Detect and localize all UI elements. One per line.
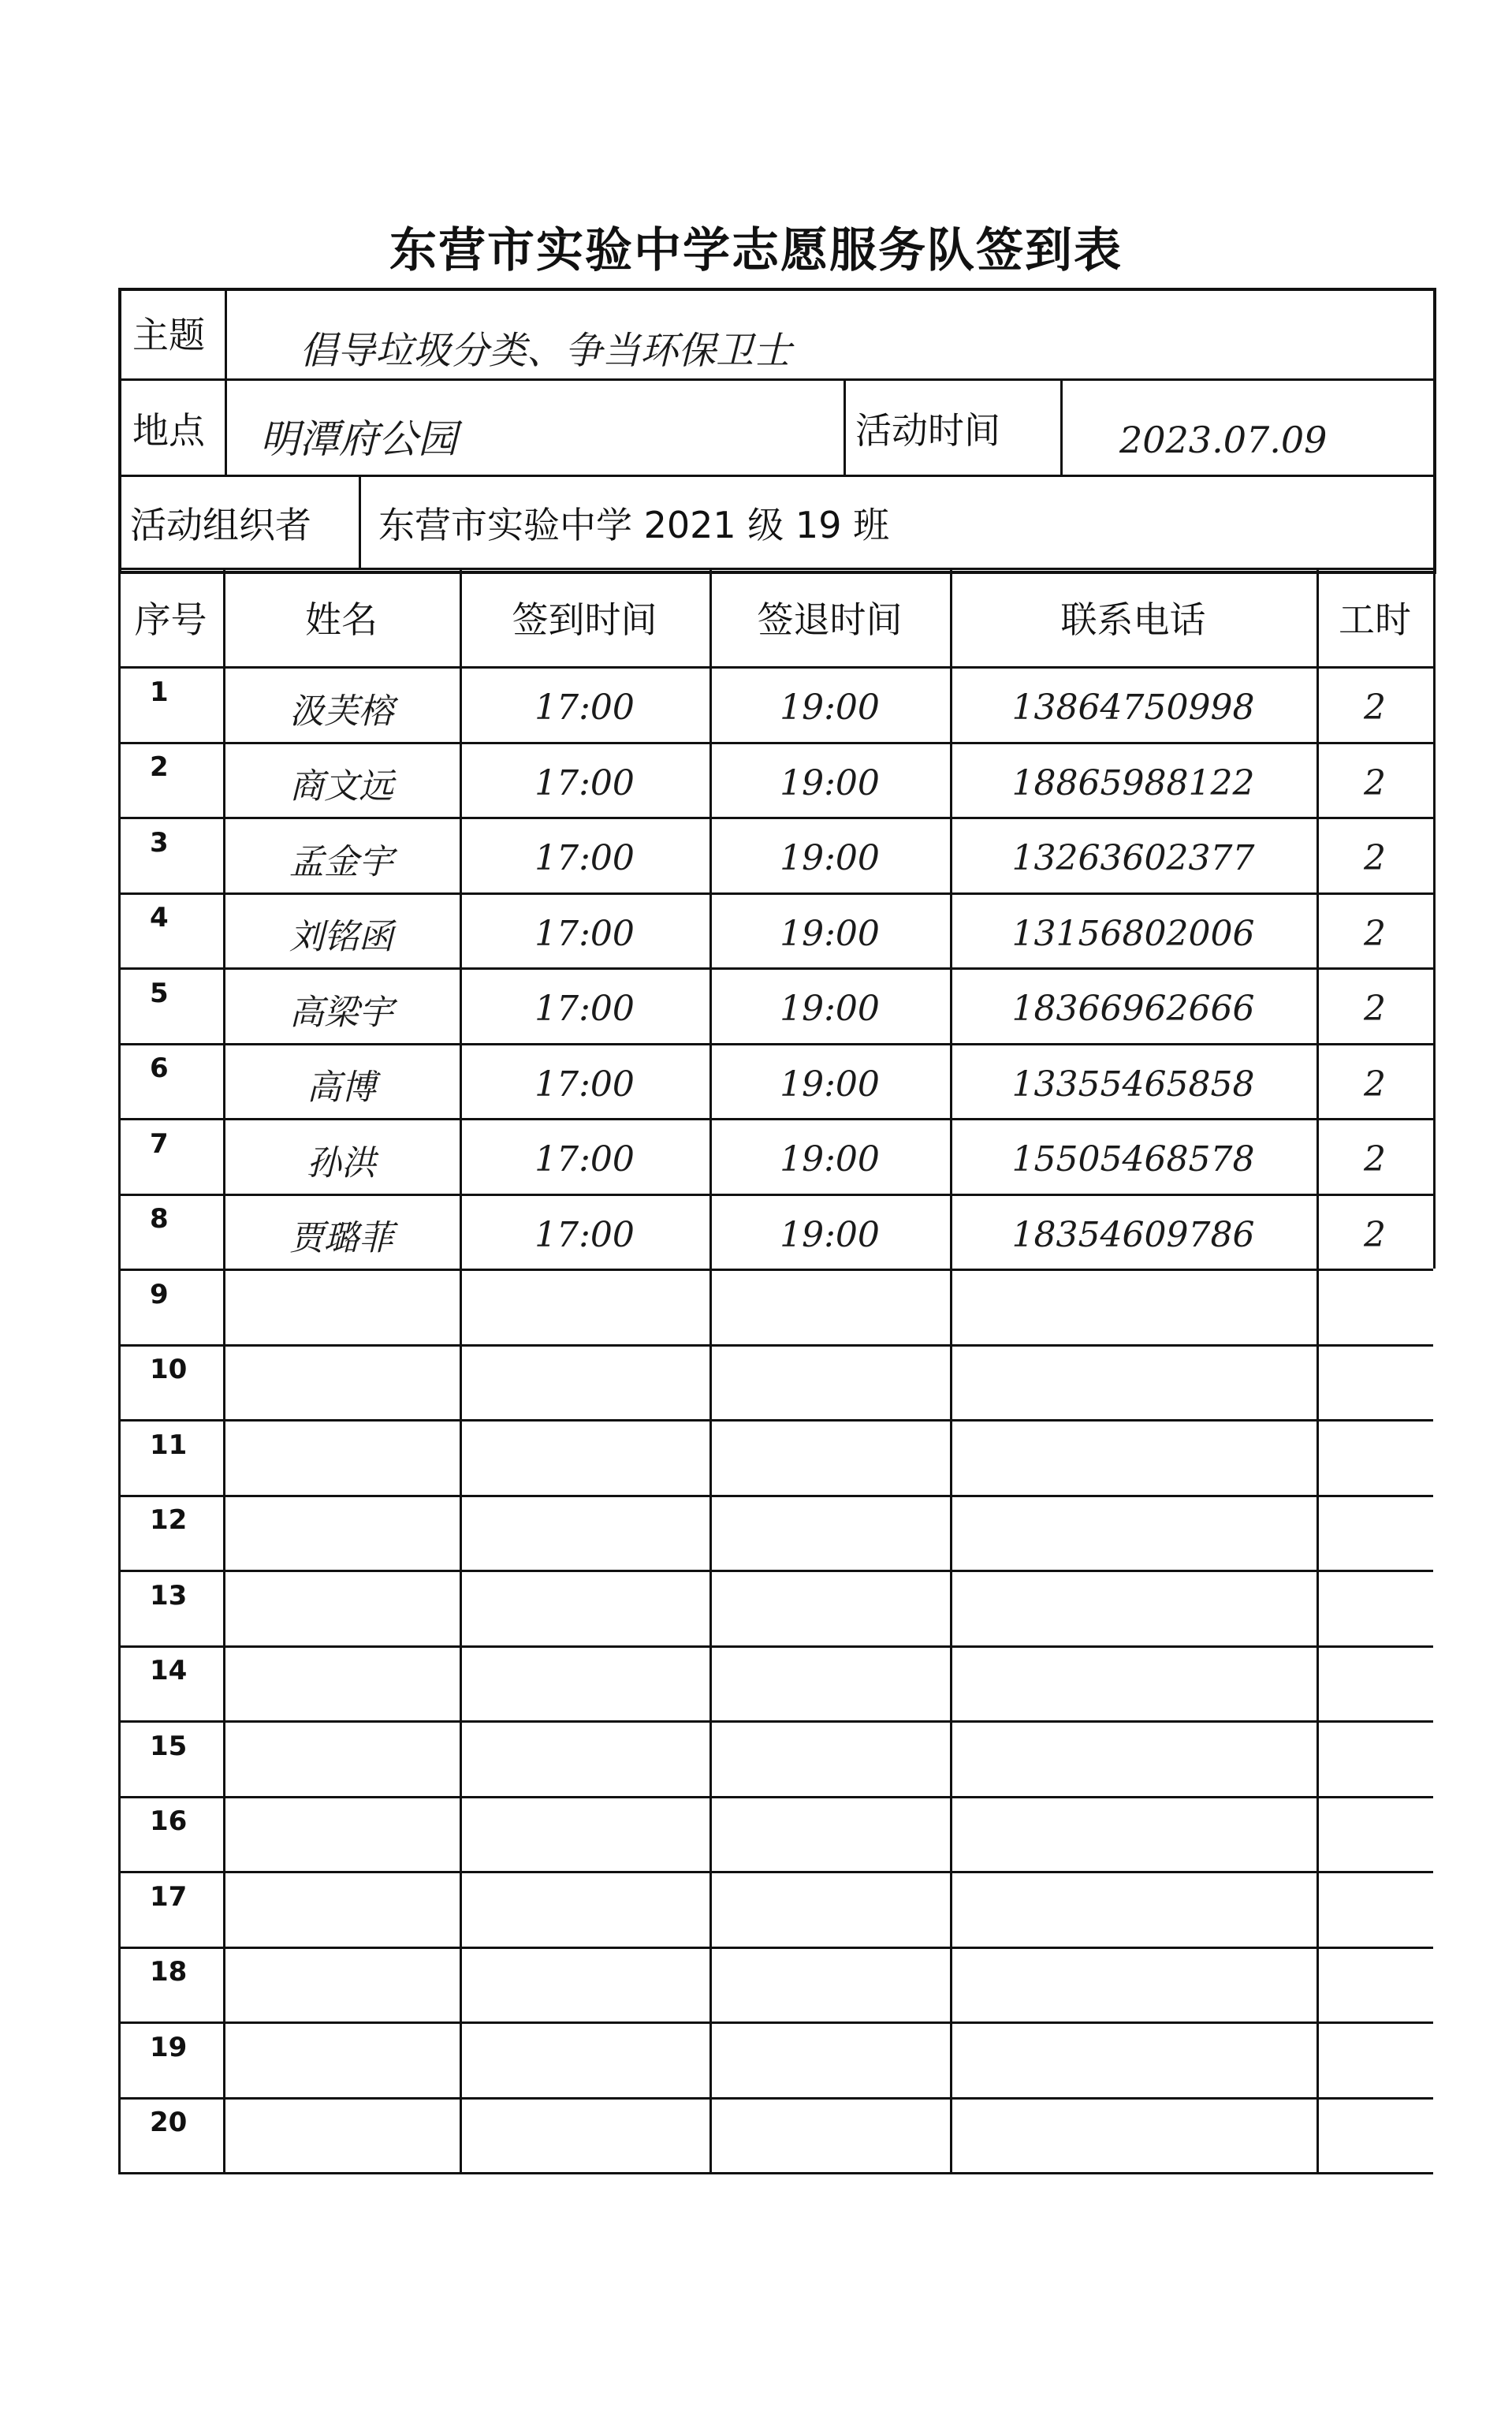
row-divider <box>118 1570 1433 1572</box>
cell-checkin <box>460 1954 709 2022</box>
cell-checkout: 19:00 <box>780 989 880 1030</box>
row-number: 5 <box>150 977 169 1009</box>
row-divider <box>118 1796 1433 1798</box>
cell-checkin <box>460 1427 709 1495</box>
cell-phone <box>950 1503 1316 1571</box>
divider <box>1060 378 1063 477</box>
cell-name <box>223 1578 460 1645</box>
cell-checkin <box>460 1728 709 1796</box>
cell-phone <box>950 1653 1316 1721</box>
theme-label: 主题 <box>132 314 205 356</box>
cell-checkout <box>709 2105 950 2173</box>
cell-hours: 2 <box>1364 687 1386 728</box>
cell-hours <box>1316 1728 1433 1796</box>
row-number: 16 <box>150 1805 188 1838</box>
cell-checkin <box>460 1503 709 1571</box>
cell-hours <box>1316 2105 1433 2173</box>
cell-checkin <box>460 2105 709 2173</box>
cell-name: 汲芙榕 <box>289 691 393 732</box>
row-divider <box>118 1344 1433 1347</box>
cell-hours: 2 <box>1364 1064 1386 1105</box>
row-number: 2 <box>150 751 169 784</box>
cell-name: 贾璐菲 <box>289 1218 393 1259</box>
cell-phone <box>950 1427 1316 1495</box>
row-number: 15 <box>150 1730 188 1762</box>
row-number: 12 <box>150 1504 188 1537</box>
row-number: 7 <box>150 1127 169 1160</box>
row-divider <box>118 1947 1433 1949</box>
cell-phone: 18366962666 <box>1011 989 1255 1030</box>
cell-checkout <box>709 1879 950 1947</box>
time-label: 活动时间 <box>855 408 1000 452</box>
cell-checkin <box>460 1352 709 1420</box>
row-divider <box>118 1118 1433 1120</box>
cell-phone <box>950 1879 1316 1947</box>
cell-phone: 13156802006 <box>1011 913 1255 954</box>
cell-checkout: 19:00 <box>780 1214 880 1255</box>
cell-phone <box>950 1728 1316 1796</box>
cell-hours <box>1316 1879 1433 1947</box>
cell-name: 孙洪 <box>307 1142 376 1183</box>
cell-checkin: 17:00 <box>534 838 635 879</box>
row-divider <box>118 2097 1433 2100</box>
cell-checkin: 17:00 <box>534 687 635 728</box>
row-number: 20 <box>150 2107 188 2139</box>
row-number: 13 <box>150 1579 188 1612</box>
row-number: 17 <box>150 1880 188 1913</box>
cell-phone: 18865988122 <box>1011 762 1255 803</box>
column-header-no: 序号 <box>134 598 207 641</box>
location-value: 明潭府公园 <box>260 415 457 462</box>
organizer-value: 东营市实验中学 2021 级 19 班 <box>378 503 890 546</box>
cell-checkout <box>709 1728 950 1796</box>
cell-hours: 2 <box>1364 838 1386 879</box>
cell-checkout <box>709 1352 950 1420</box>
cell-hours <box>1316 1653 1433 1721</box>
cell-checkout <box>709 1503 950 1571</box>
cell-name <box>223 1728 460 1796</box>
cell-checkout <box>709 1653 950 1721</box>
cell-phone <box>950 2029 1316 2097</box>
cell-hours <box>1316 1578 1433 1645</box>
cell-name <box>223 1352 460 1420</box>
cell-hours <box>1316 1804 1433 1872</box>
cell-checkin: 17:00 <box>534 989 635 1030</box>
cell-name: 商文远 <box>289 766 393 807</box>
cell-checkin: 17:00 <box>534 913 635 954</box>
cell-checkin <box>460 1653 709 1721</box>
cell-name <box>223 1879 460 1947</box>
column-header-phone: 联系电话 <box>1060 598 1206 641</box>
cell-checkin <box>460 1578 709 1645</box>
cell-hours: 2 <box>1364 1139 1386 1180</box>
row-divider <box>118 967 1433 970</box>
divider <box>359 475 361 569</box>
column-header-hours: 工时 <box>1339 598 1411 641</box>
cell-hours: 2 <box>1364 989 1386 1030</box>
cell-name: 刘铭函 <box>289 917 393 958</box>
cell-checkout: 19:00 <box>780 913 880 954</box>
cell-phone: 18354609786 <box>1011 1214 1255 1255</box>
cell-checkout <box>709 1578 950 1645</box>
cell-checkin <box>460 1276 709 1344</box>
cell-checkout: 19:00 <box>780 687 880 728</box>
row-divider <box>118 817 1433 819</box>
row-number: 3 <box>150 826 169 859</box>
cell-checkin: 17:00 <box>534 762 635 803</box>
cell-checkin: 17:00 <box>534 1139 635 1180</box>
row-number: 11 <box>150 1429 188 1461</box>
cell-phone: 13864750998 <box>1011 687 1255 728</box>
cell-phone <box>950 1276 1316 1344</box>
row-number: 4 <box>150 902 169 934</box>
cell-phone <box>950 2105 1316 2173</box>
cell-name: 高博 <box>307 1068 376 1109</box>
cell-checkin <box>460 1804 709 1872</box>
cell-checkout <box>709 2029 950 2097</box>
row-divider <box>118 1495 1433 1497</box>
cell-checkout <box>709 1954 950 2022</box>
cell-name <box>223 1503 460 1571</box>
cell-hours <box>1316 1352 1433 1420</box>
row-divider <box>118 2021 1433 2024</box>
cell-hours: 2 <box>1364 913 1386 954</box>
cell-phone: 15505468578 <box>1011 1139 1255 1180</box>
divider <box>225 288 227 477</box>
row-number: 8 <box>150 1203 169 1235</box>
cell-name <box>223 1276 460 1344</box>
column-header-name: 姓名 <box>305 598 378 641</box>
cell-phone <box>950 1804 1316 1872</box>
row-number: 18 <box>150 1956 188 1988</box>
cell-checkout <box>709 1427 950 1495</box>
row-number: 14 <box>150 1655 188 1687</box>
cell-hours <box>1316 1503 1433 1571</box>
cell-hours <box>1316 2029 1433 2097</box>
cell-phone: 13355465858 <box>1011 1064 1255 1105</box>
cell-phone: 13263602377 <box>1011 838 1255 879</box>
column-divider <box>118 568 121 2172</box>
cell-checkout <box>709 1276 950 1344</box>
column-divider <box>1433 568 1436 1269</box>
cell-hours: 2 <box>1364 1214 1386 1255</box>
cell-name: 孟金宇 <box>289 841 393 882</box>
row-divider <box>118 1269 1433 1271</box>
cell-checkout: 19:00 <box>780 762 880 803</box>
cell-checkout: 19:00 <box>780 838 880 879</box>
cell-checkout <box>709 1804 950 1872</box>
row-divider <box>118 1645 1433 1648</box>
organizer-label: 活动组织者 <box>130 503 311 546</box>
cell-checkin: 17:00 <box>534 1064 635 1105</box>
cell-hours <box>1316 1427 1433 1495</box>
column-header-checkin: 签到时间 <box>512 598 657 641</box>
cell-name <box>223 2029 460 2097</box>
cell-phone <box>950 1954 1316 2022</box>
page-title: 东营市实验中学志愿服务队签到表 <box>389 223 1123 278</box>
row-divider <box>118 1194 1433 1196</box>
cell-name <box>223 2105 460 2173</box>
header-divider <box>118 666 1433 669</box>
location-label: 地点 <box>132 408 205 452</box>
divider <box>844 378 846 477</box>
cell-checkin: 17:00 <box>534 1214 635 1255</box>
cell-hours <box>1316 1276 1433 1344</box>
row-number: 10 <box>150 1354 188 1386</box>
theme-value: 倡导垃圾分类、争当环保卫士 <box>300 328 792 373</box>
cell-name: 高梁宇 <box>289 992 393 1033</box>
cell-name <box>223 1653 460 1721</box>
row-number: 1 <box>150 676 169 708</box>
cell-checkout: 19:00 <box>780 1064 880 1105</box>
cell-checkout: 19:00 <box>780 1139 880 1180</box>
column-header-checkout: 签退时间 <box>757 598 903 641</box>
cell-hours <box>1316 1954 1433 2022</box>
cell-checkin <box>460 1879 709 1947</box>
cell-checkin <box>460 2029 709 2097</box>
row-divider <box>118 742 1433 744</box>
row-divider <box>118 1720 1433 1723</box>
row-divider <box>118 1871 1433 1873</box>
cell-phone <box>950 1578 1316 1645</box>
row-number: 19 <box>150 2031 188 2063</box>
row-divider <box>118 892 1433 895</box>
time-value: 2023.07.09 <box>1119 418 1328 461</box>
row-number: 9 <box>150 1278 169 1310</box>
row-divider <box>118 2172 1433 2174</box>
cell-name <box>223 1954 460 2022</box>
cell-phone <box>950 1352 1316 1420</box>
row-number: 6 <box>150 1053 169 1085</box>
row-divider <box>118 1043 1433 1045</box>
cell-name <box>223 1804 460 1872</box>
cell-hours: 2 <box>1364 762 1386 803</box>
cell-name <box>223 1427 460 1495</box>
row-divider <box>118 1419 1433 1422</box>
